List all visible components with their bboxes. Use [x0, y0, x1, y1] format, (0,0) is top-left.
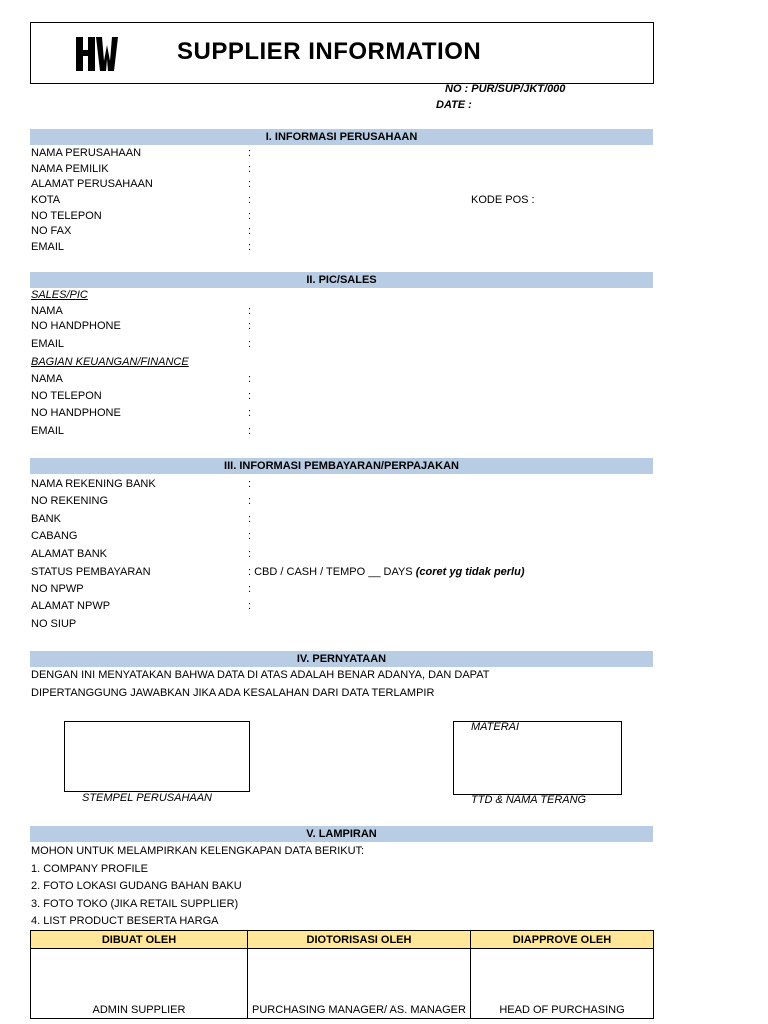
document-date: DATE : [436, 99, 472, 111]
field-label: EMAIL [31, 338, 65, 350]
field-label: NO FAX [31, 225, 72, 237]
field-separator: : [248, 600, 252, 612]
field-separator: : [248, 583, 252, 595]
field-separator: : [248, 163, 252, 175]
field-separator: : [248, 548, 252, 560]
field-separator: : [248, 178, 252, 190]
field-separator: : [248, 425, 252, 437]
attachment-item: 2. FOTO LOKASI GUDANG BAHAN BAKU [31, 880, 242, 892]
section-3-header: III. INFORMASI PEMBAYARAN/PERPAJAKAN [30, 458, 653, 474]
payment-status-note: (coret yg tidak perlu) [415, 566, 525, 578]
approval-header-approved: DIAPPROVE OLEH [471, 931, 654, 949]
field-separator: : [248, 241, 252, 253]
field-label: NO TELEPON [31, 390, 102, 402]
signer-head: HEAD OF PURCHASING [471, 949, 654, 1019]
finance-subheading: BAGIAN KEUANGAN/FINANCE [31, 356, 189, 368]
field-label: BANK [31, 513, 61, 525]
signer-manager: PURCHASING MANAGER/ AS. MANAGER [248, 949, 471, 1019]
field-label: NO NPWP [31, 583, 84, 595]
attachment-item: 4. LIST PRODUCT BESERTA HARGA [31, 915, 219, 927]
signature-caption: TTD & NAMA TERANG [471, 794, 587, 806]
field-label: NO REKENING [31, 495, 109, 507]
statement-line-2: DIPERTANGGUNG JAWABKAN JIKA ADA KESALAHAN DARI DATA TERLAMPIR [31, 687, 435, 699]
field-separator: : [248, 513, 252, 525]
field-label: NO SIUP [31, 618, 77, 630]
document-title: SUPPLIER INFORMATION [177, 38, 482, 65]
approval-header-row [31, 931, 654, 949]
field-label: ALAMAT PERUSAHAAN [31, 178, 153, 190]
field-separator: : [248, 225, 252, 237]
field-label: ALAMAT BANK [31, 548, 108, 560]
stamp-caption: STEMPEL PERUSAHAAN [82, 792, 213, 804]
approval-signature-row [31, 949, 654, 1019]
field-label: KOTA [31, 194, 61, 206]
approval-header-authorized: DIOTORISASI OLEH [248, 931, 471, 949]
materai-label: MATERAI [471, 721, 520, 733]
company-logo [72, 33, 120, 75]
section-4-header: IV. PERNYATAAN [30, 651, 653, 667]
field-separator: : [248, 495, 252, 507]
section-5-header: V. LAMPIRAN [30, 826, 653, 842]
field-separator: : [248, 147, 252, 159]
field-label: ALAMAT NPWP [31, 600, 111, 612]
field-label: NO TELEPON [31, 210, 102, 222]
field-separator: : [248, 305, 252, 317]
field-label: NAMA [31, 305, 63, 317]
sales-subheading: SALES/PIC [31, 289, 88, 301]
company-stamp-box [64, 721, 250, 792]
kode-pos-label: KODE POS : [471, 194, 535, 206]
attachment-intro: MOHON UNTUK MELAMPIRKAN KELENGKAPAN DATA BERIKUT: [31, 845, 365, 857]
approval-header-created: DIBUAT OLEH [31, 931, 248, 949]
field-separator: : [248, 530, 252, 542]
approval-table [30, 930, 654, 1019]
field-label: CABANG [31, 530, 78, 542]
field-separator: : [248, 194, 252, 206]
field-label: NAMA REKENING BANK [31, 478, 156, 490]
field-separator: : [248, 210, 252, 222]
field-label: EMAIL [31, 241, 65, 253]
field-label: NO HANDPHONE [31, 320, 121, 332]
field-separator: : [248, 407, 252, 419]
section-2-header: II. PIC/SALES [30, 272, 653, 288]
field-separator: : [248, 338, 252, 350]
field-label: NAMA PERUSAHAAN [31, 147, 142, 159]
field-label: EMAIL [31, 425, 65, 437]
field-separator: : [248, 320, 252, 332]
attachment-item: 3. FOTO TOKO (JIKA RETAIL SUPPLIER) [31, 898, 239, 910]
payment-status-value [248, 566, 525, 579]
attachment-item: 1. COMPANY PROFILE [31, 863, 148, 875]
field-label: NAMA PEMILIK [31, 163, 109, 175]
field-separator: : [248, 373, 252, 385]
field-label: NAMA [31, 373, 63, 385]
document-number: NO : PUR/SUP/JKT/000 [445, 83, 566, 95]
field-separator: : [248, 390, 252, 402]
field-separator: : [248, 478, 252, 490]
payment-status-options: : CBD / CASH / TEMPO __ DAYS [248, 566, 413, 578]
signer-admin: ADMIN SUPPLIER [31, 949, 248, 1019]
statement-line-1: DENGAN INI MENYATAKAN BAHWA DATA DI ATAS ADALAH BENAR ADANYA, DAN DAPAT [31, 669, 490, 681]
section-1-header: I. INFORMASI PERUSAHAAN [30, 129, 653, 145]
field-label: NO HANDPHONE [31, 407, 121, 419]
field-label: STATUS PEMBAYARAN [31, 566, 151, 578]
